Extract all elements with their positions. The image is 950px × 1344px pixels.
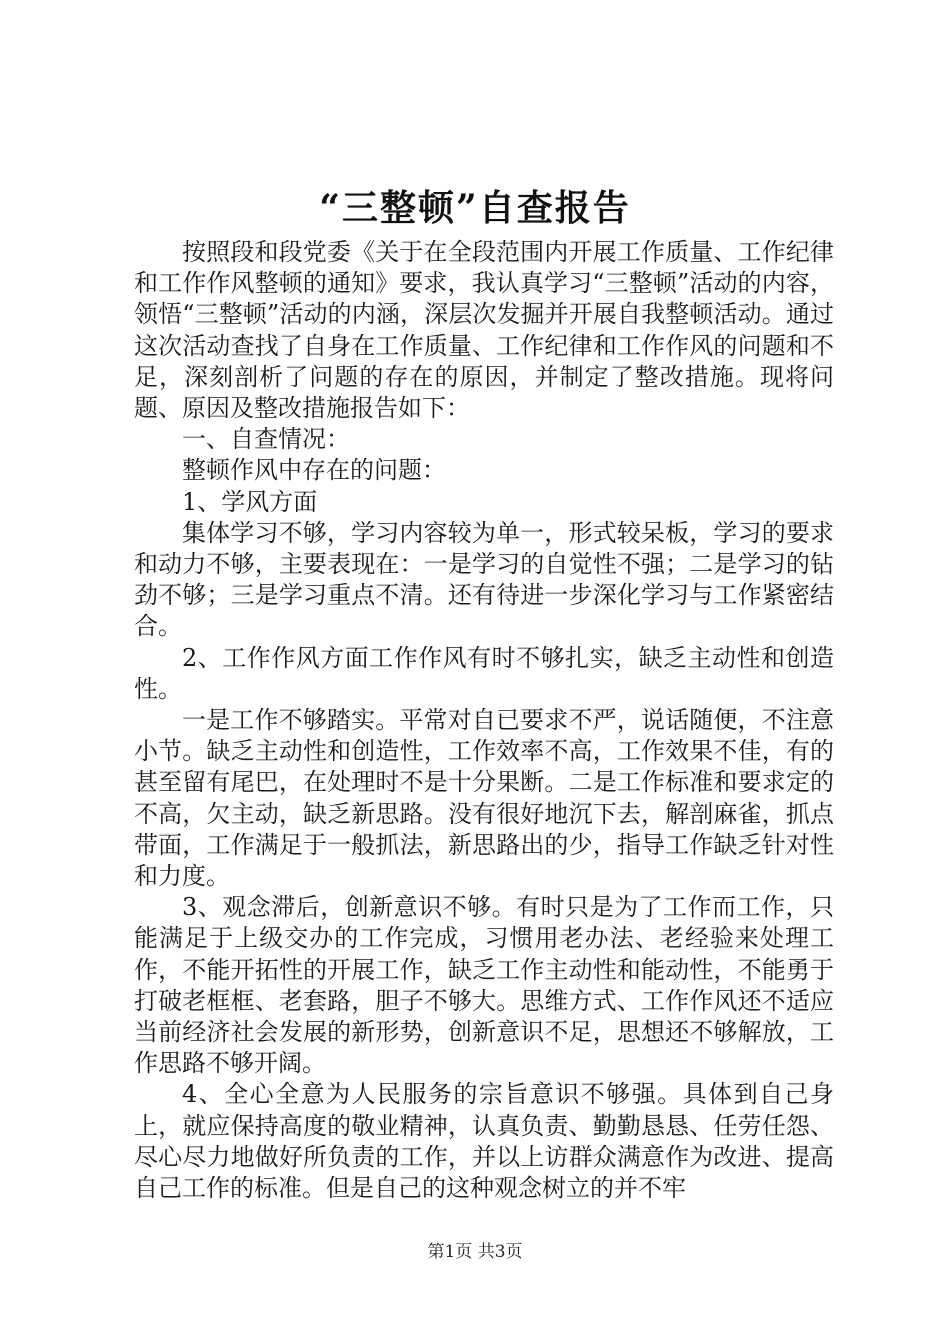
page-indicator: 第1页 共3页 xyxy=(427,1242,523,1262)
item-study-style: 1、学风方面 xyxy=(182,487,318,516)
paragraph-work-style: 一是工作不够踏实。平常对自已要求不严，说话随便，不注意小节。缺乏主动性和创造性，工作效率不高，工作效果不佳，有的甚至留有尾巴，在处理时不是十分果断。二是工作标准和要求定的不高，欠主动，缺乏新思路。没有很好地沉下去，解剖麻雀，抓点带面，工作满足于一般抓法，新思路出的少，指导工作缺乏针对性和力度。 xyxy=(134,706,834,891)
item-service: 4、全心全意为人民服务的宗旨意识不够强。具体到自己身上，就应保持高度的敬业精神，认真负责、勤勤恳恳、任劳任怨、尽心尽力地做好所负责的工作，并以上访群众满意作为改进、提高自己工作的标准。但是自己的这种观念树立的并不牢 xyxy=(134,1080,834,1203)
subheading-problems: 整顿作风中存在的问题： xyxy=(182,456,446,485)
heading-self-check: 一、自查情况： xyxy=(182,425,350,454)
document-title: “三整顿”自查报告 xyxy=(319,187,631,229)
document-body xyxy=(134,237,834,1204)
item-innovation: 3、观念滞后，创新意识不够。有时只是为了工作而工作，只能满足于上级交办的工作完成，习惯用老办法、老经验来处理工作，不能开拓性的开展工作，缺乏工作主动性和能动性，不能勇于打破老框框、老套路，胆子不够大。思维方式、工作作风还不适应当前经济社会发展的新形势，创新意识不足，思想还不够解放，工作思路不够开阔。 xyxy=(134,893,834,1078)
paragraph-intro: 按照段和段党委《关于在全段范围内开展工作质量、工作纪律和工作作风整顿的通知》要求，我认真学习“三整顿”活动的内容，领悟“三整顿”活动的内涵，深层次发掘并开展自我整顿活动。通过这次活动查找了自身在工作质量、工作纪律和工作作风的问题和不足，深刻剖析了问题的存在的原因，并制定了整改措施。现将问题、原因及整改措施报告如下： xyxy=(134,238,834,423)
item-work-style: 2、工作作风方面工作作风有时不够扎实，缺乏主动性和创造性。 xyxy=(134,643,834,703)
paragraph-study-style: 集体学习不够，学习内容较为单一，形式较呆板，学习的要求和动力不够，主要表现在：一是学习的自觉性不强；二是学习的钻劲不够；三是学习重点不清。还有待进一步深化学习与工作紧密结合。 xyxy=(134,518,834,641)
